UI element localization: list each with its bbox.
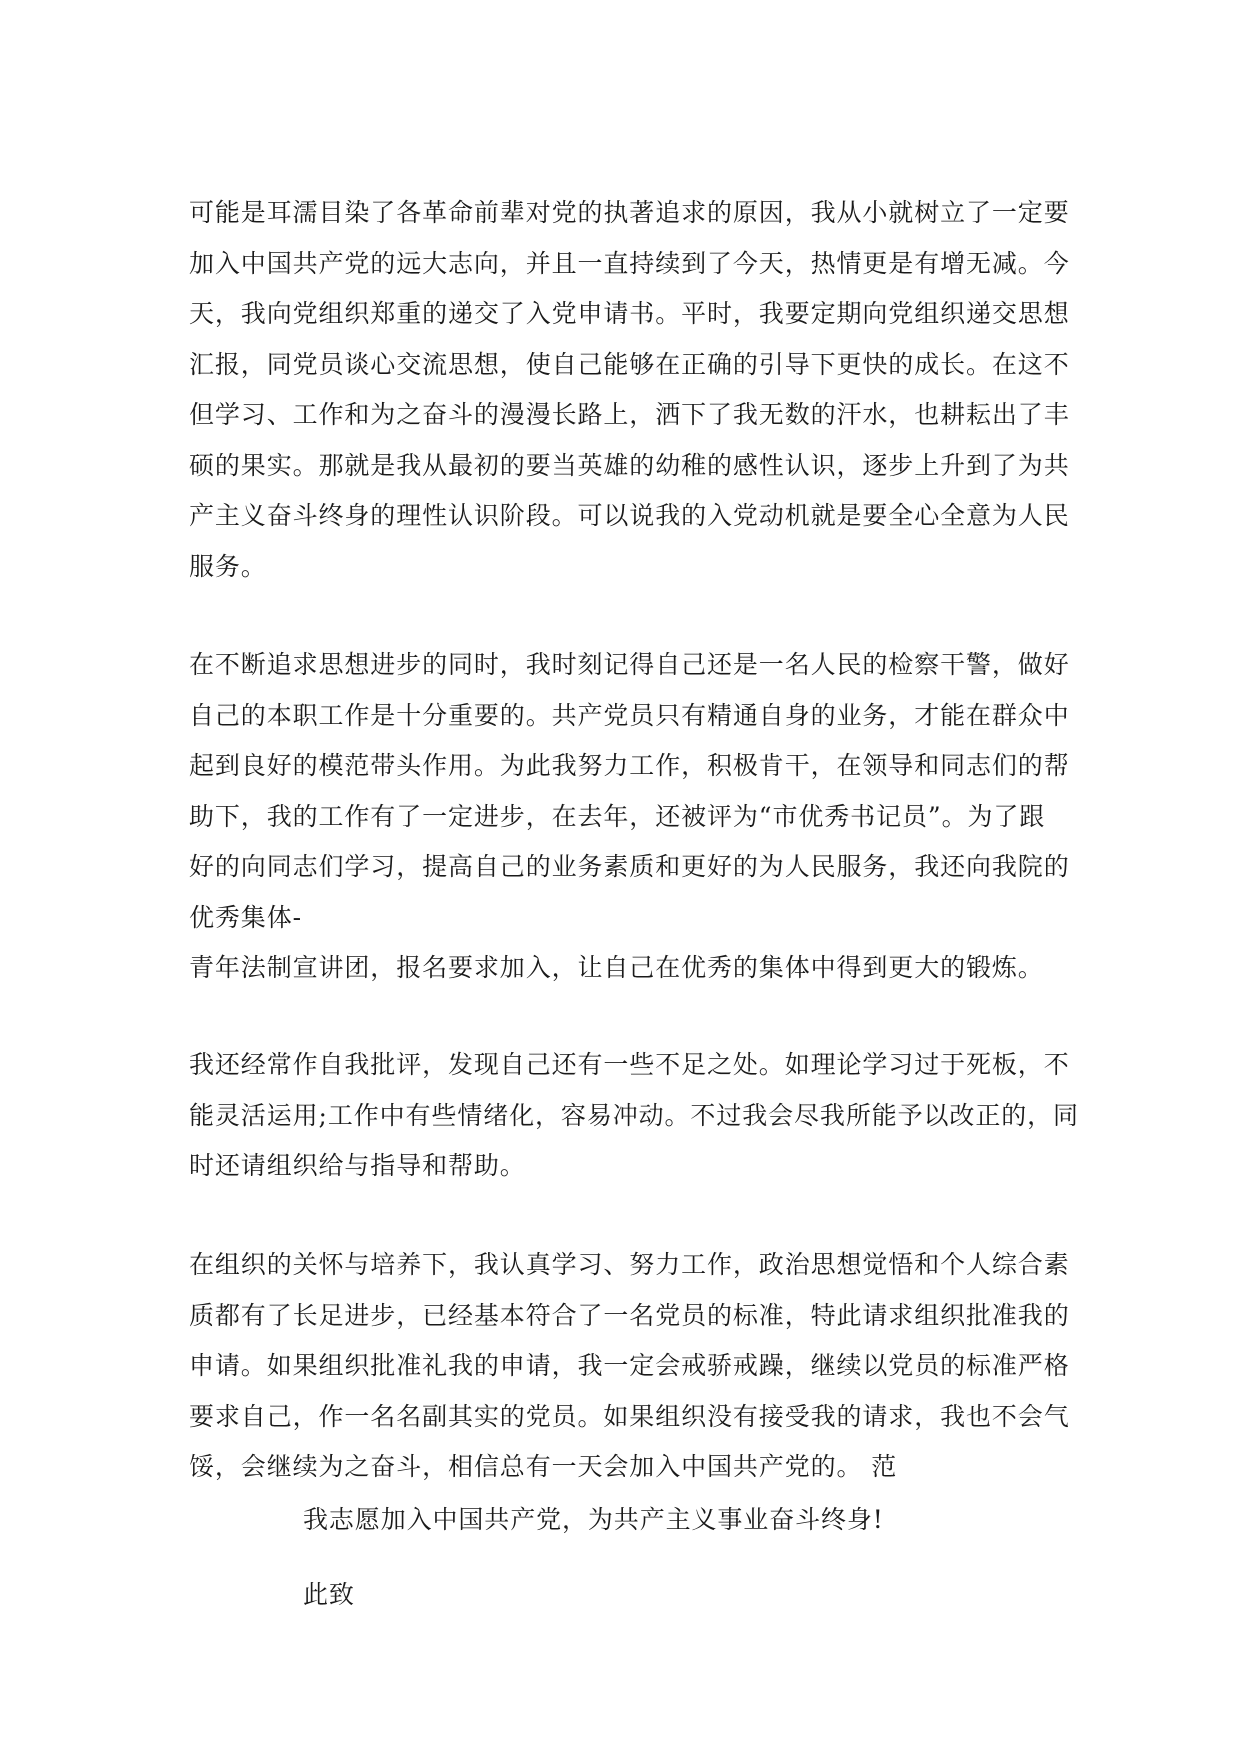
text-line: 加入中国共产党的远大志向，并且一直持续到了今天，热情更是有增无减。今 — [189, 248, 1070, 278]
text-line: 质都有了长足进步，已经基本符合了一名党员的标准，特此请求组织批准我的 — [189, 1300, 1070, 1330]
text-line: 但学习、工作和为之奋斗的漫漫长路上，洒下了我无数的汗水，也耕耘出了丰 — [189, 400, 1070, 429]
text-line: 能灵活运用;工作中有些情绪化，容易冲动。不过我会尽我所能予以改正的，同 — [189, 1100, 1079, 1130]
text-line: 汇报，同党员谈心交流思想，使自己能够在正确的引导下更快的成长。在这不 — [189, 349, 1070, 379]
paragraph-self-criticism — [189, 1040, 1079, 1192]
text-line: 优秀集体- — [189, 902, 302, 932]
text-line: 申请。如果组织批准礼我的申请，我一定会戒骄戒躁，继续以党员的标准严格 — [189, 1351, 1070, 1380]
text-line: 在不断追求思想进步的同时，我时刻记得自己还是一名人民的检察干警，做好 — [189, 650, 1070, 679]
text-line: 硕的果实。那就是我从最初的要当英雄的幼稚的感性认识，逐步上升到了为共 — [189, 450, 1070, 480]
pledge-line: 我志愿加入中国共产党，为共产主义事业奋斗终身! — [303, 1505, 884, 1534]
text-line: 在组织的关怀与培养下，我认真学习、努力工作，政治思想觉悟和个人综合素 — [189, 1250, 1070, 1279]
text-line: 要求自己，作一名名副其实的党员。如果组织没有接受我的请求，我也不会气 — [189, 1401, 1070, 1431]
paragraph-motivation — [189, 188, 1070, 592]
text-line: 可能是耳濡目染了各革命前辈对党的执著追求的原因，我从小就树立了一定要 — [189, 198, 1070, 227]
text-line: 自己的本职工作是十分重要的。共产党员只有精通自身的业务，才能在群众中 — [189, 700, 1070, 730]
text-line: 天，我向党组织郑重的递交了入党申请书。平时，我要定期向党组织递交思想 — [189, 299, 1070, 328]
text-line: 时还请组织给与指导和帮助。 — [189, 1151, 526, 1180]
text-line: 青年法制宣讲团，报名要求加入，让自己在优秀的集体中得到更大的锻炼。 — [189, 953, 1044, 982]
text-line: 我还经常作自我批评，发现自己还有一些不足之处。如理论学习过于死板，不 — [189, 1050, 1070, 1079]
salutation-line: 此致 — [303, 1580, 355, 1609]
text-line: 服务。 — [189, 551, 267, 581]
text-line: 助下，我的工作有了一定进步，在去年，还被评为“市优秀书记员”。为了跟 — [189, 801, 1046, 831]
paragraph-work — [189, 640, 1070, 994]
text-line: 好的向同志们学习，提高自己的业务素质和更好的为人民服务，我还向我院的 — [189, 852, 1070, 881]
text-line: 馁，会继续为之奋斗，相信总有一天会加入中国共产党的。 范 — [189, 1452, 898, 1481]
text-line: 产主义奋斗终身的理性认识阶段。可以说我的入党动机就是要全心全意为人民 — [189, 501, 1070, 530]
paragraph-request — [189, 1240, 1070, 1493]
text-line: 起到良好的模范带头作用。为此我努力工作，积极肯干，在领导和同志们的帮 — [189, 751, 1070, 780]
